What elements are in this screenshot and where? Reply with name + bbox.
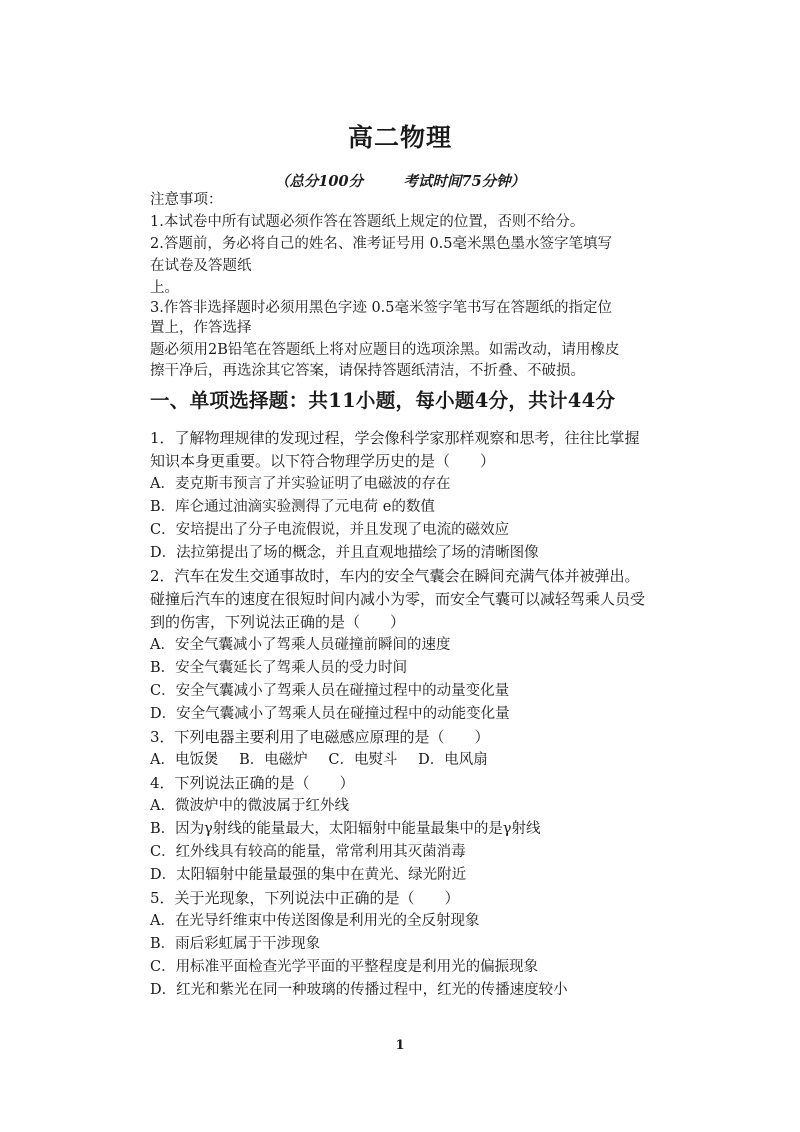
question-3-stem: 3．下列电器主要利用了电磁感应原理的是（ ）	[150, 728, 490, 746]
notice-line: 题必须用2B铅笔在答题纸上将对应题目的选项涂黑。如需改动，请用橡皮	[150, 342, 620, 358]
notice-line: 置上，作答选择	[150, 320, 252, 336]
question-1-option-b: B．库仑通过油滴实验测得了元电荷 e的数值	[150, 499, 435, 515]
notice-line: 3.作答非选择题时必须用黑色字迹 0.5毫米签字笔书写在答题纸的指定位	[150, 300, 613, 316]
notice-line: 2.答题前，务必将自己的姓名、准考证号用 0.5毫米黑色墨水签字笔填写	[150, 236, 613, 252]
question-2-option-d: D．安全气囊减小了驾乘人员在碰撞过程中的动能变化量	[150, 706, 510, 722]
question-4-option-b: B．因为γ射线的能量最大，太阳辐射中能量最集中的是γ射线	[150, 821, 541, 837]
section-heading: 一、单项选择题：共11小题，每小题4分，共计44分	[150, 389, 616, 412]
question-3-option-a: A．电饭煲	[150, 752, 219, 768]
notice-line: 擦干净后，再选涂其它答案，请保持答题纸清洁，不折叠、不破损。	[150, 363, 585, 379]
question-3-option-c: C．电熨斗	[328, 752, 398, 768]
question-2-stem: 到的伤害，下列说法正确的是（ ）	[150, 613, 406, 631]
question-5-option-b: B．雨后彩虹属于干涉现象	[150, 936, 321, 952]
question-4-option-d: D．太阳辐射中能量最强的集中在黄光、绿光附近	[150, 867, 467, 883]
question-3-options	[150, 750, 504, 770]
question-2-stem: 碰撞后汽车的速度在很短时间内减小为零，而安全气囊可以减轻驾乘人员受	[150, 590, 646, 608]
question-2-option-c: C．安全气囊减小了驾乘人员在碰撞过程中的动量变化量	[150, 683, 510, 699]
question-1-option-d: D．法拉第提出了场的概念，并且直观地描绘了场的清晰图像	[150, 545, 539, 561]
page-number: 1	[395, 1038, 405, 1053]
question-5-option-c: C．用标准平面检查光学平面的平整程度是利用光的偏振现象	[150, 959, 539, 975]
exam-info-subtitle: （总分100分 考试时间75分钟）	[274, 173, 526, 190]
notice-line: 在试卷及答题纸	[150, 258, 252, 274]
question-5-stem: 5．关于光现象，下列说法中正确的是（ ）	[150, 889, 460, 907]
question-3-option-b: B．电磁炉	[239, 752, 308, 768]
question-5-option-d: D．红光和紫光在同一种玻璃的传播过程中，红光的传播速度较小	[150, 982, 568, 998]
question-1-stem: 知识本身更重要。以下符合物理学历史的是（ ）	[150, 452, 496, 470]
question-3-option-d: D．电风扇	[418, 752, 488, 768]
question-4-option-c: C．红外线具有较高的能量，常常利用其灭菌消毒	[150, 844, 466, 860]
notice-line: 上。	[150, 280, 179, 296]
question-5-option-a: A．在光导纤维束中传送图像是利用光的全反射现象	[150, 913, 480, 929]
question-2-stem: 2．汽车在发生交通事故时，车内的安全气囊会在瞬间充满气体并被弹出。	[150, 567, 640, 585]
question-4-stem: 4．下列说法正确的是（ ）	[150, 774, 355, 792]
question-2-option-b: B．安全气囊延长了驾乘人员的受力时间	[150, 660, 408, 676]
question-1-option-a: A．麦克斯韦预言了并实验证明了电磁波的存在	[150, 476, 451, 492]
notice-heading: 注意事项：	[150, 192, 223, 208]
question-1-stem: 1．了解物理规律的发现过程，学会像科学家那样观察和思考，往往比掌握	[150, 429, 640, 447]
notice-line: 1.本试卷中所有试题必须作答在答题纸上规定的位置，否则不给分。	[150, 214, 585, 230]
question-1-option-c: C．安培提出了分子电流假说，并且发现了电流的磁效应	[150, 522, 510, 538]
question-4-option-a: A．微波炉中的微波属于红外线	[150, 798, 349, 814]
question-2-option-a: A．安全气囊减小了驾乘人员碰撞前瞬间的速度	[150, 637, 451, 653]
page-title: 高二物理	[347, 123, 452, 152]
